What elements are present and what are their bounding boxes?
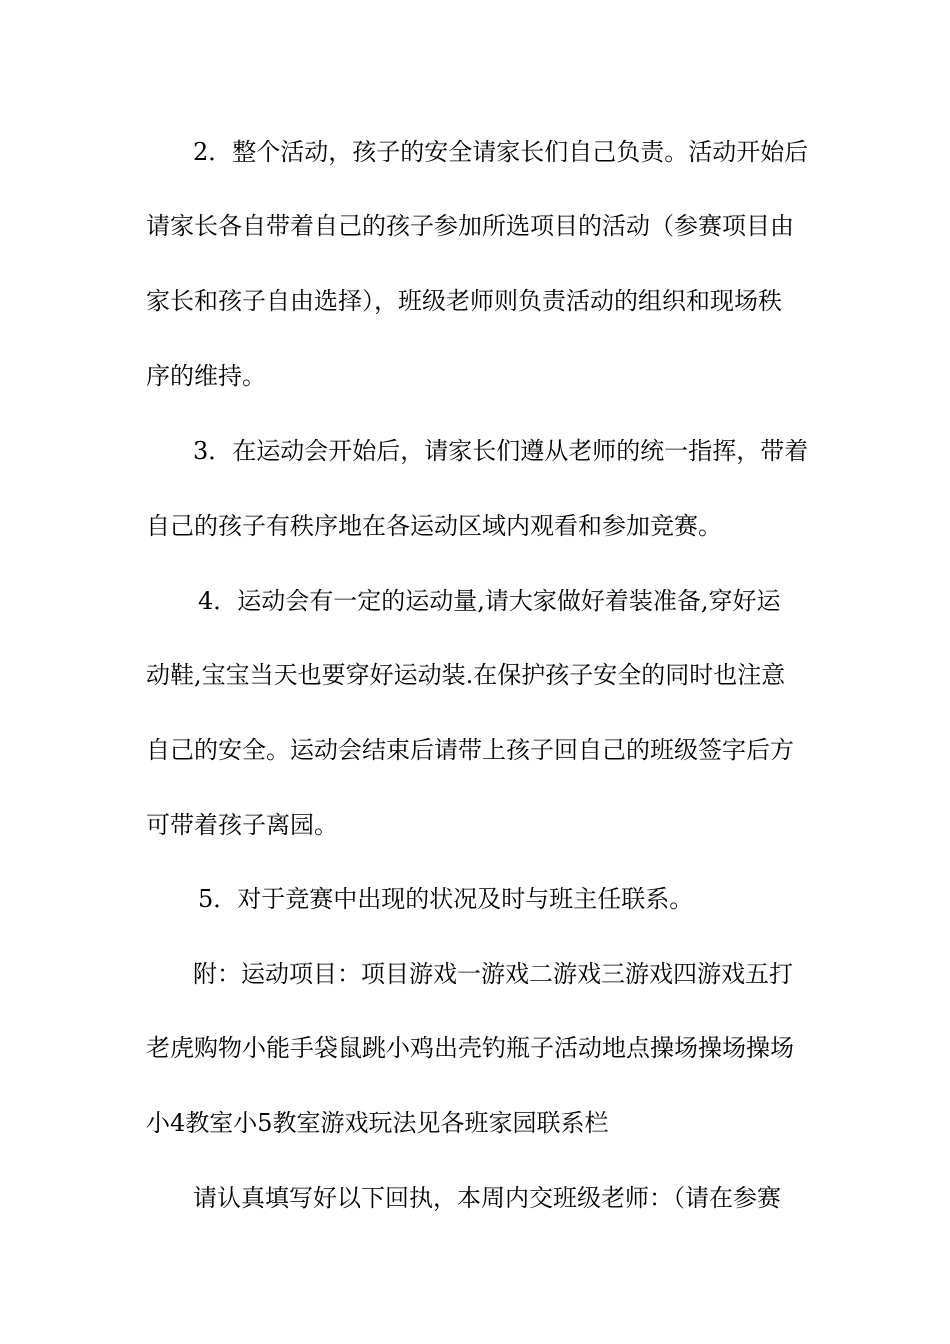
- paragraph-3-line-4: 可带着孩子离园。: [146, 811, 338, 839]
- paragraph-3-line-1: 4．运动会有一定的运动量,请大家做好着装准备,穿好运: [198, 587, 781, 615]
- paragraph-3-line-3: 自己的安全。运动会结束后请带上孩子回自己的班级签字后方: [146, 736, 794, 764]
- paragraph-6-line-1: 请认真填写好以下回执，本周内交班级老师：（请在参赛: [193, 1184, 781, 1212]
- paragraph-1-line-4: 序的维持。: [146, 362, 266, 390]
- paragraph-1-line-3: 家长和孩子自由选择），班级老师则负责活动的组织和现场秩: [146, 287, 782, 315]
- paragraph-1-line-1: 2．整个活动，孩子的安全请家长们自己负责。活动开始后: [193, 138, 809, 166]
- paragraph-2-line-2: 自己的孩子有秩序地在各运动区域内观看和参加竞赛。: [146, 512, 722, 540]
- paragraph-3-line-2: 动鞋,宝宝当天也要穿好运动装.在保护孩子安全的同时也注意: [146, 661, 786, 689]
- paragraph-2-line-1: 3．在运动会开始后，请家长们遵从老师的统一指挥，带着: [193, 437, 809, 465]
- paragraph-5-line-1: 附：运动项目：项目游戏一游戏二游戏三游戏四游戏五打: [193, 960, 793, 988]
- paragraph-5-line-3: 小4教室小5教室游戏玩法见各班家园联系栏: [146, 1109, 609, 1137]
- paragraph-5-line-2: 老虎购物小能手袋鼠跳小鸡出壳钓瓶子活动地点操场操场操场: [146, 1034, 794, 1062]
- paragraph-4-line-1: 5．对于竞赛中出现的状况及时与班主任联系。: [198, 885, 694, 913]
- paragraph-1-line-2: 请家长各自带着自己的孩子参加所选项目的活动（参赛项目由: [146, 212, 794, 240]
